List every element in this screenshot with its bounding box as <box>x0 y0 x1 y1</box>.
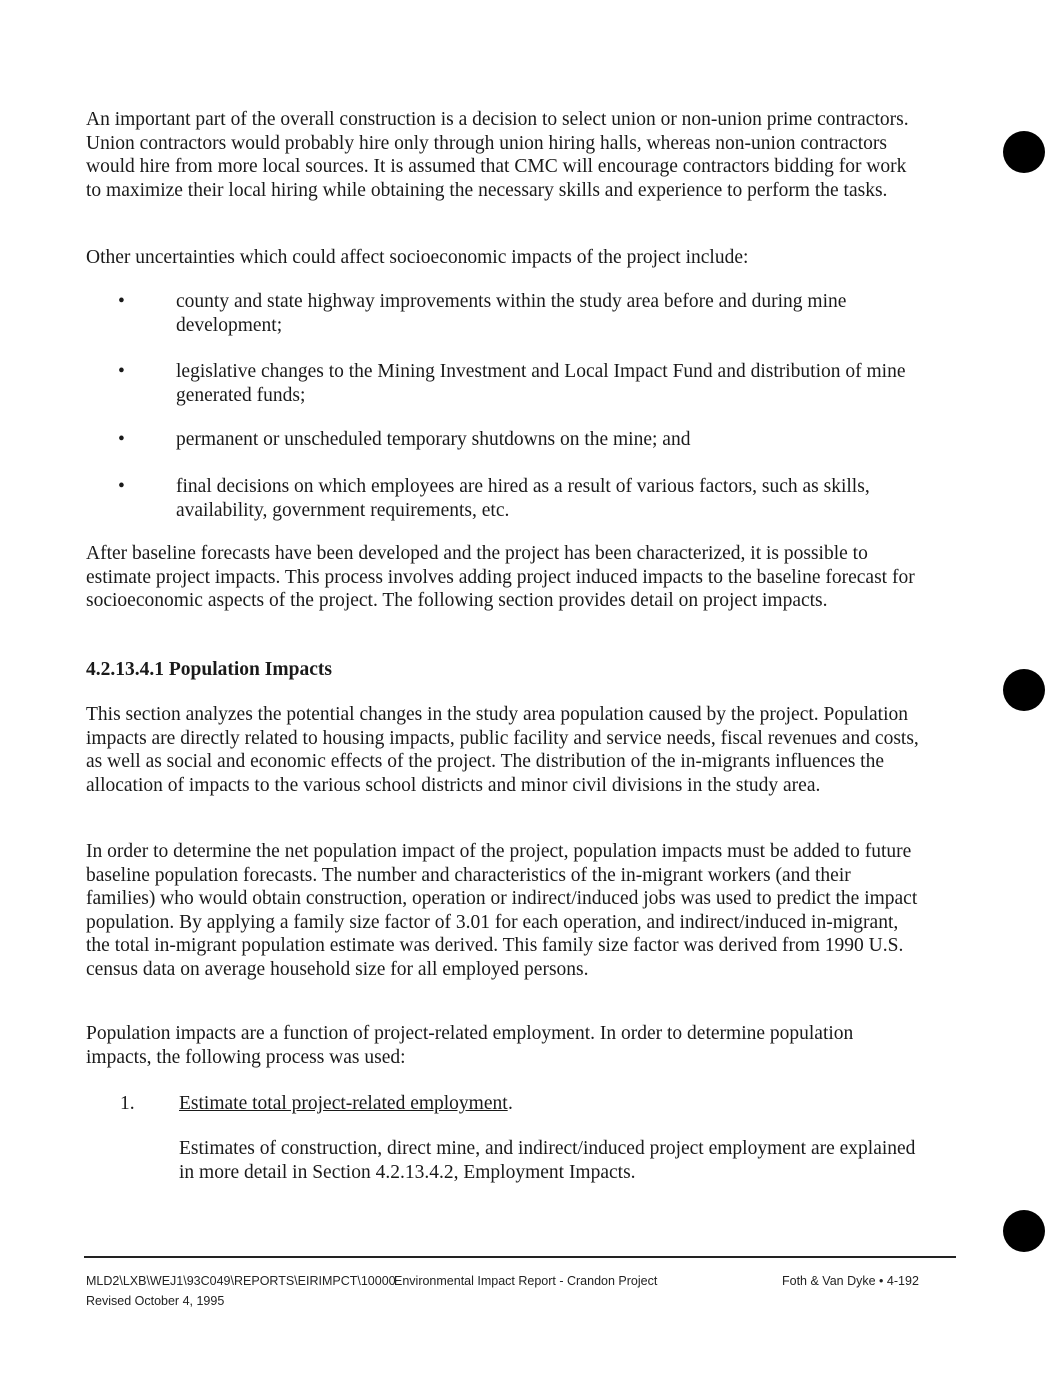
section-paragraph: In order to determine the net population impact of the project, population impacts must be added to future baseline population forecasts. The number and characteristics of the in-migrant workers (and their families) who would obtain construction, operation or indirect/induced jobs was used to predict the impact population. By applying a family size factor of 3.01 for each operation, and indirect/induced in-migrant, the total in-migrant population estimate was derived. This family size factor was derived from 1990 U.S. census data on average household size for all employed persons. <box>86 841 918 980</box>
step-title-text: Estimate total project-related employment <box>179 1093 508 1114</box>
footer-separator: • <box>879 1274 884 1288</box>
uncertainties-intro: Other uncertainties which could affect socioeconomic impacts of the project include: <box>86 247 749 268</box>
step-body: Estimates of construction, direct mine, and indirect/induced project employment are explained in more detail in Section 4.2.13.4.2, Employment Impacts. <box>179 1138 916 1183</box>
footer-company: Foth & Van Dyke <box>782 1274 876 1288</box>
bullet-icon: • <box>118 361 125 382</box>
footer-divider <box>84 1256 956 1258</box>
bullet-text: county and state highway improvements within the study area before and during mine development; <box>176 291 847 336</box>
bullet-text: legislative changes to the Mining Investment and Local Impact Fund and distribution of mine generated funds; <box>176 361 906 406</box>
bullet-item <box>112 475 922 522</box>
footer-page-info <box>782 1274 919 1288</box>
footer-path: MLD2\LXB\WEJ1\93C049\REPORTS\EIRIMPCT\10000 <box>86 1274 396 1288</box>
bullet-item <box>112 360 922 407</box>
punch-hole <box>1003 131 1045 173</box>
baseline-paragraph: After baseline forecasts have been developed and the project has been characterized, it is possible to estimate project impacts. This process involves adding project induced impacts to the baseline forecast for socioeconomic aspects of the project. The following section provides detail on project impacts. <box>86 543 915 611</box>
footer-revised-date: Revised October 4, 1995 <box>86 1294 225 1308</box>
bullet-text: permanent or unscheduled temporary shutdowns on the mine; and <box>176 429 691 450</box>
bullet-icon: • <box>118 429 125 450</box>
step-title-suffix: . <box>508 1093 513 1114</box>
punch-hole <box>1003 669 1045 711</box>
intro-paragraph: An important part of the overall construction is a decision to select union or non-union prime contractors. Union contractors would probably hire only through union hiring halls, whereas non-union contractors would hire from more local sources. It is assumed that CMC will encourage contractors bidding for work to maximize their local hiring while obtaining the necessary skills and experience to perform the tasks. <box>86 109 909 201</box>
punch-hole <box>1003 1210 1045 1252</box>
bullet-icon: • <box>118 476 125 497</box>
step-title <box>179 1093 508 1115</box>
footer-report-title: Environmental Impact Report - Crandon Project <box>394 1274 658 1288</box>
bullet-item <box>112 290 922 337</box>
bullet-icon: • <box>118 291 125 312</box>
bullet-item <box>112 428 922 452</box>
section-heading: 4.2.13.4.1 Population Impacts <box>86 659 332 680</box>
step-number: 1. <box>120 1093 135 1114</box>
section-paragraph: Population impacts are a function of project-related employment. In order to determine population impacts, the following process was used: <box>86 1023 854 1068</box>
section-paragraph: This section analyzes the potential changes in the study area population caused by the project. Population impacts are directly related to housing impacts, public facility and service needs, fiscal revenues and costs, as well as social and economic effects of the project. The distribution of the in-migrants influences the allocation of impacts to the various school districts and minor civil divisions in the study area. <box>86 704 919 796</box>
bullet-text: final decisions on which employees are hired as a result of various factors, such as skills, availability, government requirements, etc. <box>176 476 870 521</box>
footer-page-number: 4-192 <box>886 1274 919 1288</box>
